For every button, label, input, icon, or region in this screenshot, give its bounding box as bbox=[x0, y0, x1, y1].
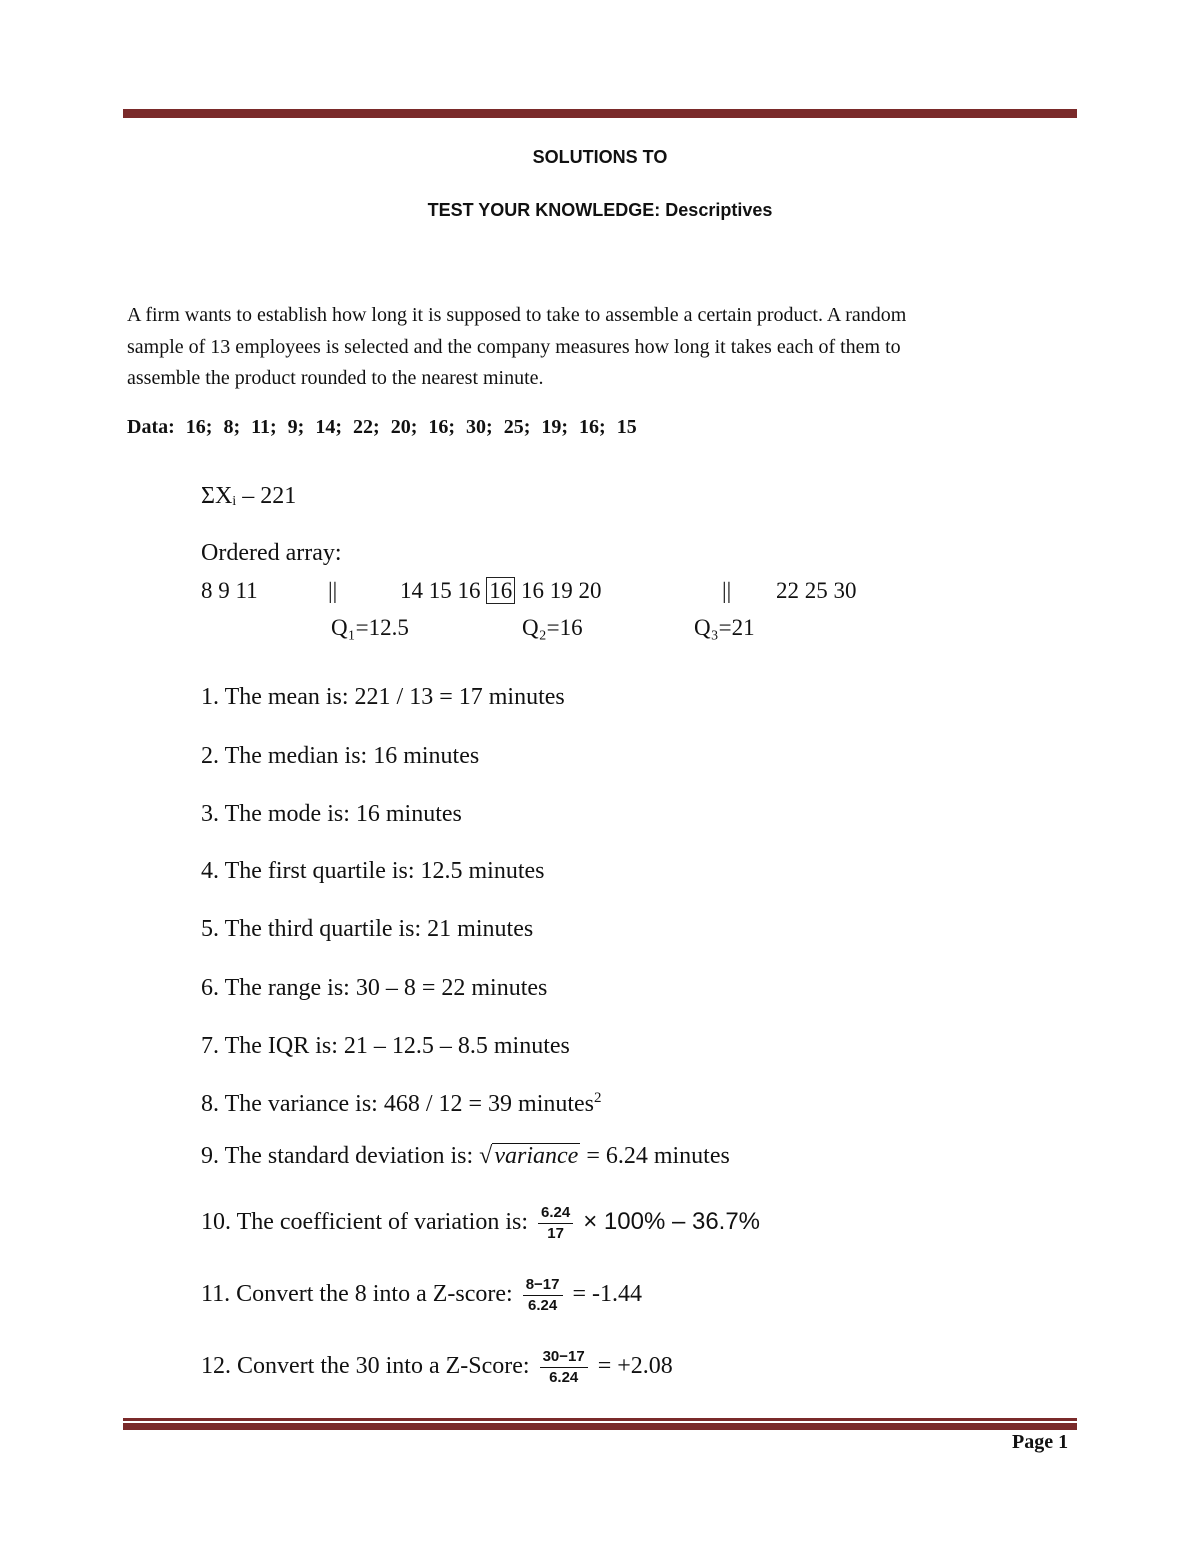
item-mode: 3. The mode is: 16 minutes bbox=[201, 801, 462, 827]
cv-fraction bbox=[538, 1203, 573, 1244]
ordered-group-2 bbox=[400, 578, 602, 604]
quartile-q2: Q₂=16 bbox=[522, 615, 583, 640]
item-range: 6. The range is: 30 – 8 = 22 minutes bbox=[201, 975, 548, 1001]
item-zscore-30 bbox=[201, 1347, 673, 1388]
ordered-separator-2: || bbox=[722, 578, 732, 603]
data-value: 22; bbox=[353, 416, 380, 438]
item-mean: 1. The mean is: 221 / 13 = 17 minutes bbox=[201, 684, 565, 710]
header-rule bbox=[123, 109, 1077, 118]
intro-line-3: assemble the product rounded to the nearest minute. bbox=[127, 367, 544, 389]
z8-result: = -1.44 bbox=[572, 1281, 643, 1308]
item-median: 2. The median is: 16 minutes bbox=[201, 743, 480, 769]
data-value: 16; bbox=[579, 416, 606, 438]
data-value: 11; bbox=[251, 416, 277, 438]
z30-result: = +2.08 bbox=[597, 1353, 673, 1380]
cv-denominator: 17 bbox=[547, 1225, 564, 1242]
data-value: 14; bbox=[315, 416, 343, 438]
item-coefficient-of-variation bbox=[201, 1203, 760, 1244]
data-line bbox=[127, 416, 643, 439]
data-value: 8; bbox=[223, 416, 241, 438]
data-value: 16; bbox=[428, 416, 456, 438]
ordered-group-3: 22 25 30 bbox=[776, 578, 857, 603]
z8-numerator: 8−17 bbox=[523, 1275, 563, 1296]
item-third-quartile: 5. The third quartile is: 21 minutes bbox=[201, 916, 534, 942]
cv-prefix: 10. The coefficient of variation is: bbox=[201, 1209, 529, 1236]
variance-text: 8. The variance is: 468 / 12 = 39 minutes bbox=[201, 1091, 595, 1117]
ordered-separator-1: || bbox=[328, 578, 338, 603]
title-line-1: SOLUTIONS TO bbox=[532, 147, 668, 167]
title-line-2: TEST YOUR KNOWLEDGE: Descriptives bbox=[427, 200, 773, 220]
z30-numerator: 30−17 bbox=[540, 1347, 588, 1368]
z30-denominator: 6.24 bbox=[549, 1369, 579, 1386]
std-dev-prefix: 9. The standard deviation is: √ bbox=[201, 1143, 493, 1169]
ordered-group-1: 8 9 11 bbox=[201, 578, 258, 603]
intro-line-1: A firm wants to establish how long it is supposed to take to assemble a certain product. A random bbox=[127, 304, 907, 326]
z8-prefix: 11. Convert the 8 into a Z-score: bbox=[201, 1281, 513, 1308]
ordered-group-2a: 14 15 16 bbox=[400, 578, 481, 603]
z8-fraction bbox=[523, 1275, 563, 1316]
item-first-quartile: 4. The first quartile is: 12.5 minutes bbox=[201, 858, 545, 884]
data-value: 25; bbox=[503, 416, 531, 438]
item-std-dev bbox=[201, 1143, 730, 1170]
data-value: 15 bbox=[616, 416, 637, 438]
data-value: 16; bbox=[185, 416, 213, 438]
footer-rule bbox=[123, 1423, 1077, 1430]
item-iqr: 7. The IQR is: 21 – 12.5 – 8.5 minutes bbox=[201, 1033, 570, 1059]
sum-line: ΣXᵢ – 221 bbox=[201, 483, 297, 509]
cv-numerator: 6.24 bbox=[538, 1203, 573, 1224]
ordered-group-2b: 16 19 20 bbox=[521, 578, 602, 603]
z30-fraction bbox=[540, 1347, 588, 1388]
quartile-q1: Q₁=12.5 bbox=[331, 615, 409, 640]
intro-line-2: sample of 13 employees is selected and the company measures how long it takes each of them to bbox=[127, 336, 901, 358]
data-value: 19; bbox=[541, 416, 569, 438]
page-number: Page 1 bbox=[1012, 1431, 1069, 1453]
data-label: Data: bbox=[127, 416, 175, 438]
quartile-q3: Q₃=21 bbox=[694, 615, 755, 640]
z30-prefix: 12. Convert the 30 into a Z-Score: bbox=[201, 1353, 530, 1380]
data-value: 30; bbox=[466, 416, 493, 438]
item-variance bbox=[201, 1090, 602, 1118]
ordered-array-label: Ordered array: bbox=[201, 540, 342, 566]
std-dev-result: = 6.24 minutes bbox=[580, 1143, 730, 1169]
data-value: 9; bbox=[287, 416, 305, 438]
data-value: 20; bbox=[390, 416, 418, 438]
radicand: variance bbox=[494, 1143, 579, 1169]
item-zscore-8 bbox=[201, 1275, 642, 1316]
z8-denominator: 6.24 bbox=[528, 1297, 558, 1314]
median-box: 16 bbox=[486, 577, 515, 604]
footer-rule-thin bbox=[123, 1418, 1077, 1421]
cv-result: × 100% – 36.7% bbox=[583, 1208, 761, 1236]
variance-exponent: 2 bbox=[594, 1090, 602, 1106]
